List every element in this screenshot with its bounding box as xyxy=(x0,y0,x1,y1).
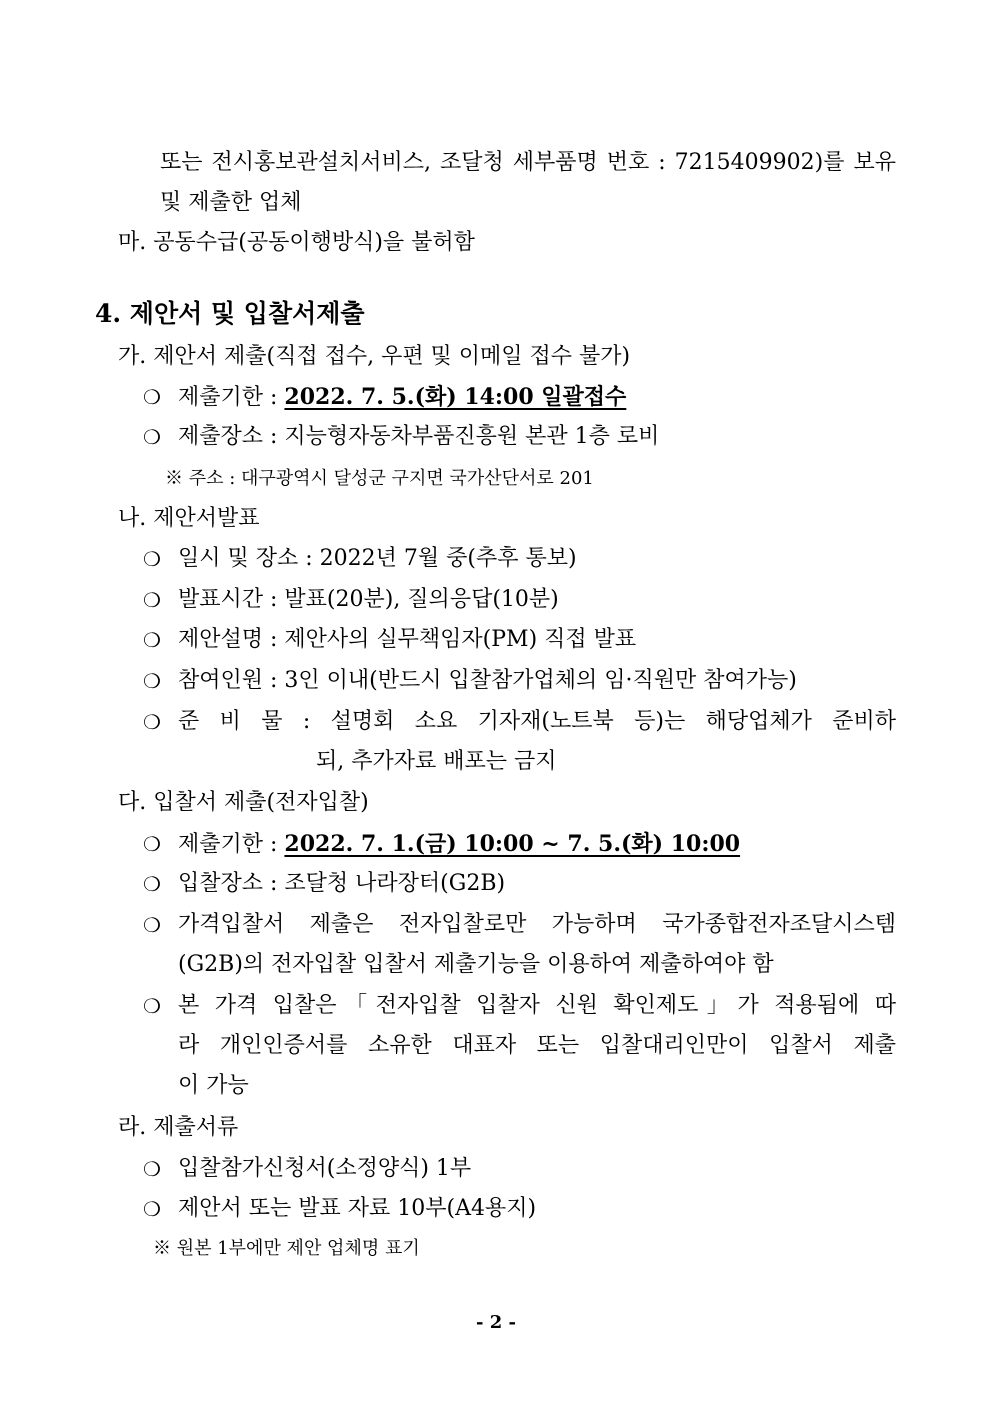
circle-bullet-icon: ❍ xyxy=(143,385,161,409)
bullet-text: 가격입찰서 제출은 전자입찰로만 가능하며 국가종합전자조달시스템 xyxy=(178,912,896,937)
subsection-heading: 가. 제안서 제출(직접 접수, 우편 및 이메일 접수 불가) xyxy=(118,344,631,369)
deadline-value: 2022. 7. 5.(화) 14:00 일괄접수 xyxy=(284,384,627,410)
note-text: ※ 주소 : 대구광역시 달성군 구지면 국가산단서로 201 xyxy=(165,468,594,489)
subsection-heading: 다. 입찰서 제출(전자입찰) xyxy=(118,790,369,815)
deadline-line xyxy=(178,382,626,413)
bullet-text: 입찰참가신청서(소정양식) 1부 xyxy=(178,1156,472,1181)
bullet-text: 참여인원 : 3인 이내(반드시 입찰참가업체의 임·직원만 참여가능) xyxy=(178,668,797,693)
circle-bullet-icon: ❍ xyxy=(143,913,161,937)
section-heading: 4. 제안서 및 입찰서제출 xyxy=(95,299,365,328)
subsection-heading: 나. 제안서발표 xyxy=(118,506,260,531)
deadline-value: 2022. 7. 1.(금) 10:00 ~ 7. 5.(화) 10:00 xyxy=(284,831,741,857)
deadline-line xyxy=(178,829,740,860)
page-number: - 2 - xyxy=(476,1312,516,1333)
circle-bullet-icon: ❍ xyxy=(143,872,161,896)
text-line: 또는 전시홍보관설치서비스, 조달청 세부품명 번호 : 7215409902)를 보유 xyxy=(160,150,896,175)
bullet-text-continuation: 되, 추가자료 배포는 금지 xyxy=(316,749,557,774)
circle-bullet-icon: ❍ xyxy=(143,1197,161,1221)
circle-bullet-icon: ❍ xyxy=(143,994,161,1018)
circle-bullet-icon: ❍ xyxy=(143,547,161,571)
note-text: ※ 원본 1부에만 제안 업체명 표기 xyxy=(153,1238,420,1259)
bullet-text: 제안서 또는 발표 자료 10부(A4용지) xyxy=(178,1196,537,1221)
bullet-text-continuation: 라 개인인증서를 소유한 대표자 또는 입찰대리인만이 입찰서 제출 xyxy=(178,1033,896,1058)
subsection-heading: 마. 공동수급(공동이행방식)을 불허함 xyxy=(118,230,475,255)
subsection-heading: 라. 제출서류 xyxy=(118,1115,239,1140)
circle-bullet-icon: ❍ xyxy=(143,669,161,693)
circle-bullet-icon: ❍ xyxy=(143,628,161,652)
bullet-text: 일시 및 장소 : 2022년 7월 중(추후 통보) xyxy=(178,546,577,571)
bullet-text: 제안설명 : 제안사의 실무책임자(PM) 직접 발표 xyxy=(178,627,637,652)
bullet-text: 발표시간 : 발표(20분), 질의응답(10분) xyxy=(178,587,559,612)
circle-bullet-icon: ❍ xyxy=(143,710,161,734)
bullet-text: 본 가격 입찰은「전자입찰 입찰자 신원 확인제도」가 적용됨에 따 xyxy=(178,993,896,1018)
bullet-text-continuation: 이 가능 xyxy=(178,1073,249,1098)
deadline-label: 제출기한 : xyxy=(178,832,285,857)
bullet-text-continuation: (G2B)의 전자입찰 입찰서 제출기능을 이용하여 제출하여야 함 xyxy=(178,952,774,977)
circle-bullet-icon: ❍ xyxy=(143,832,161,856)
bullet-text: 제출장소 : 지능형자동차부품진흥원 본관 1층 로비 xyxy=(178,424,660,449)
deadline-label: 제출기한 : xyxy=(178,385,285,410)
circle-bullet-icon: ❍ xyxy=(143,1157,161,1181)
circle-bullet-icon: ❍ xyxy=(143,588,161,612)
bullet-text: 준 비 물 : 설명회 소요 기자재(노트북 등)는 해당업체가 준비하 xyxy=(178,709,896,734)
circle-bullet-icon: ❍ xyxy=(143,425,161,449)
text-line: 및 제출한 업체 xyxy=(160,190,302,215)
bullet-text: 입찰장소 : 조달청 나라장터(G2B) xyxy=(178,871,506,896)
